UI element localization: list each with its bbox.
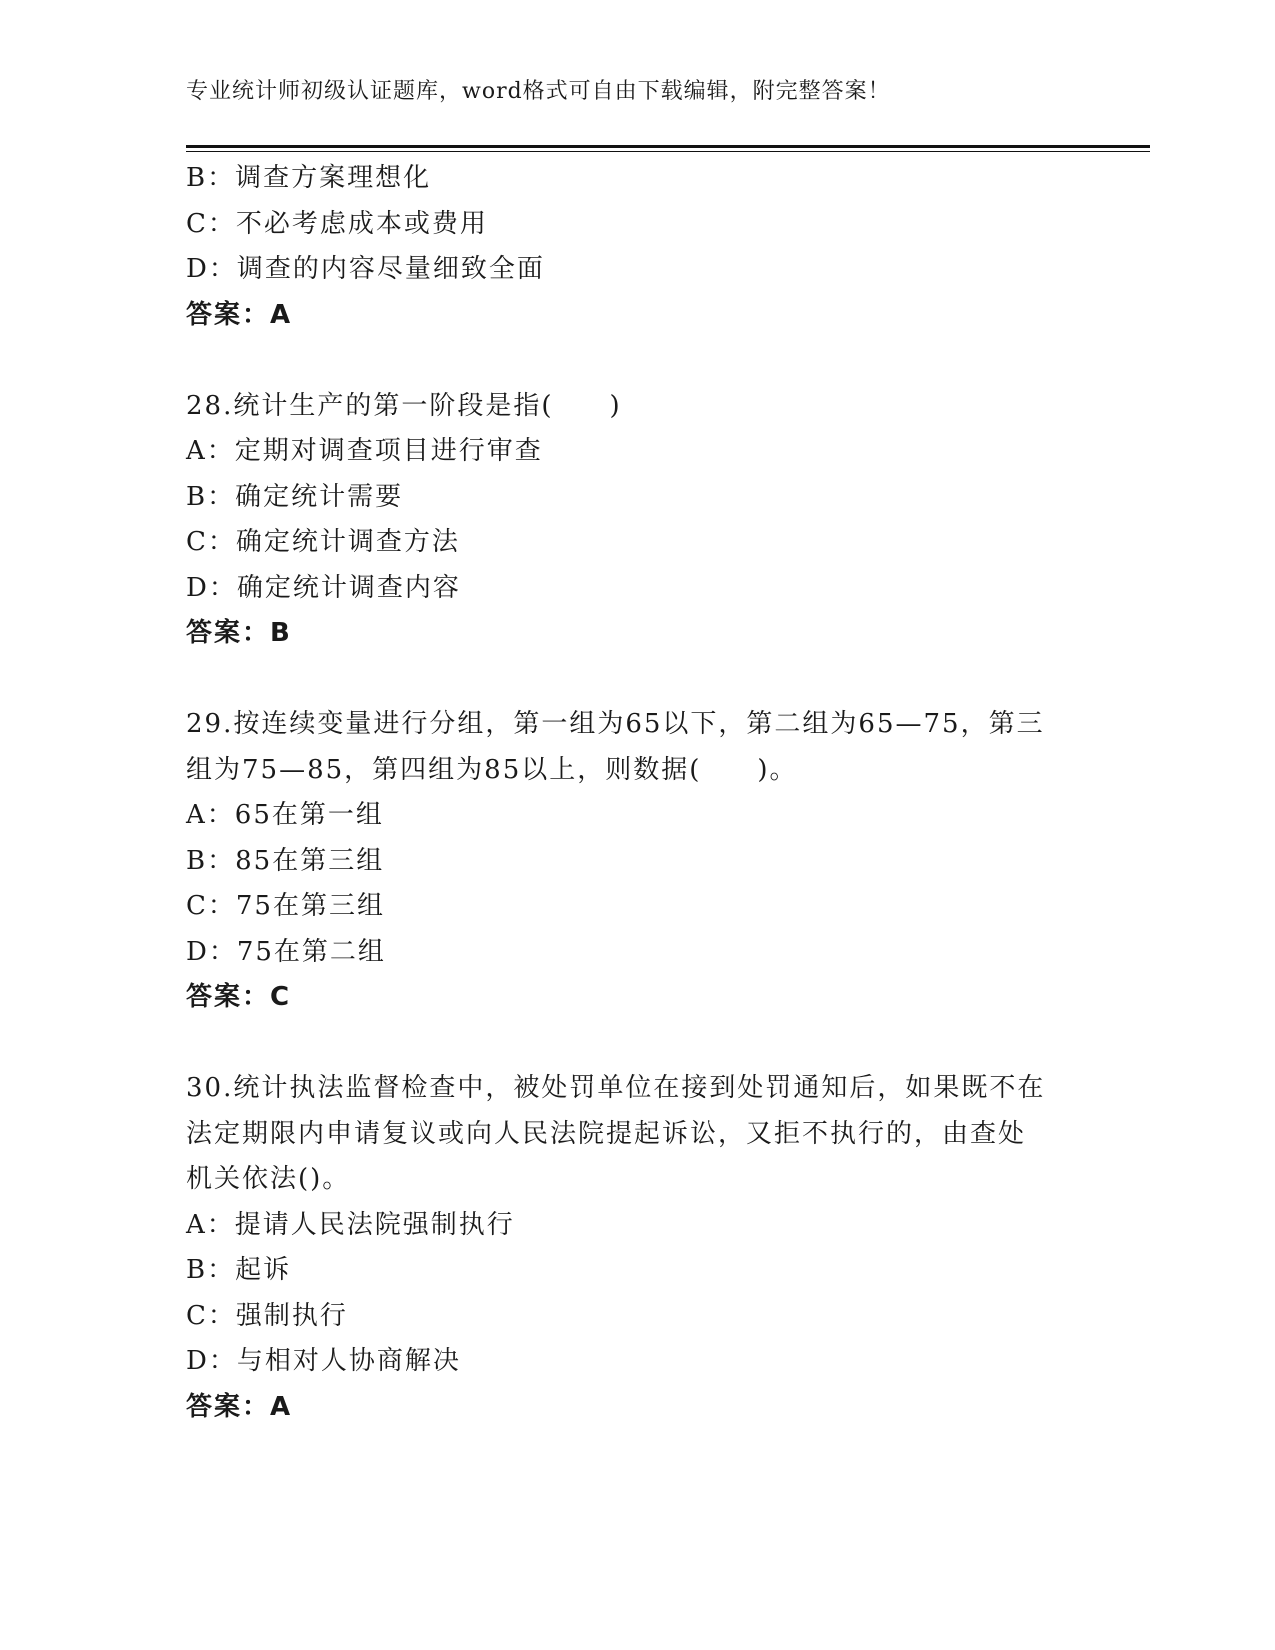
option-d: D：与相对人协商解决 bbox=[186, 1346, 461, 1376]
option-b: B：确定统计需要 bbox=[186, 481, 404, 512]
header-rule-thin bbox=[186, 151, 1150, 152]
option-a: A：定期对调查项目进行审查 bbox=[186, 436, 543, 466]
question-stem-line: 法定期限内申请复议或向人民法院提起诉讼，又拒不执行的，由查处 bbox=[186, 1118, 1027, 1149]
question-27-continued bbox=[186, 156, 1086, 338]
question-spacer bbox=[186, 657, 1086, 703]
option-d: D：75在第二组 bbox=[186, 936, 386, 967]
answer: 答案：B bbox=[186, 618, 292, 648]
answer: 答案：C bbox=[186, 982, 292, 1012]
option-b: B：85在第三组 bbox=[186, 845, 385, 876]
option-a: A：提请人民法院强制执行 bbox=[186, 1209, 515, 1240]
question-30 bbox=[186, 1066, 1086, 1430]
option-c: C：确定统计调查方法 bbox=[186, 527, 460, 557]
option-c: C：不必考虑成本或费用 bbox=[186, 208, 488, 239]
page-header: 专业统计师初级认证题库，word格式可自由下载编辑，附完整答案！ bbox=[186, 79, 891, 104]
option-b: B：调查方案理想化 bbox=[186, 163, 432, 193]
option-d: D：确定统计调查内容 bbox=[186, 572, 461, 603]
option-a: A：65在第一组 bbox=[186, 800, 384, 830]
option-d: D：调查的内容尽量细致全面 bbox=[186, 254, 545, 284]
question-spacer bbox=[186, 1021, 1086, 1067]
question-stem-line: 机关依法()。 bbox=[186, 1164, 351, 1194]
answer: 答案：A bbox=[186, 299, 293, 330]
question-stem-line: 29.按连续变量进行分组，第一组为65以下，第二组为65—75，第三 bbox=[186, 709, 1045, 739]
question-29 bbox=[186, 702, 1086, 1021]
question-stem-line: 组为75—85，第四组为85以上，则数据( )。 bbox=[186, 754, 798, 785]
header-rule-thick bbox=[186, 145, 1150, 148]
question-spacer bbox=[186, 338, 1086, 384]
question-list bbox=[186, 156, 1086, 1430]
question-stem-line: 30.统计执法监督检查中，被处罚单位在接到处罚通知后，如果既不在 bbox=[186, 1073, 1046, 1103]
option-b: B：起诉 bbox=[186, 1255, 292, 1285]
option-c: C：75在第三组 bbox=[186, 891, 385, 921]
option-c: C：强制执行 bbox=[186, 1300, 348, 1331]
answer: 答案：A bbox=[186, 1391, 293, 1422]
question-stem: 28.统计生产的第一阶段是指( ) bbox=[186, 390, 622, 421]
question-28 bbox=[186, 384, 1086, 657]
